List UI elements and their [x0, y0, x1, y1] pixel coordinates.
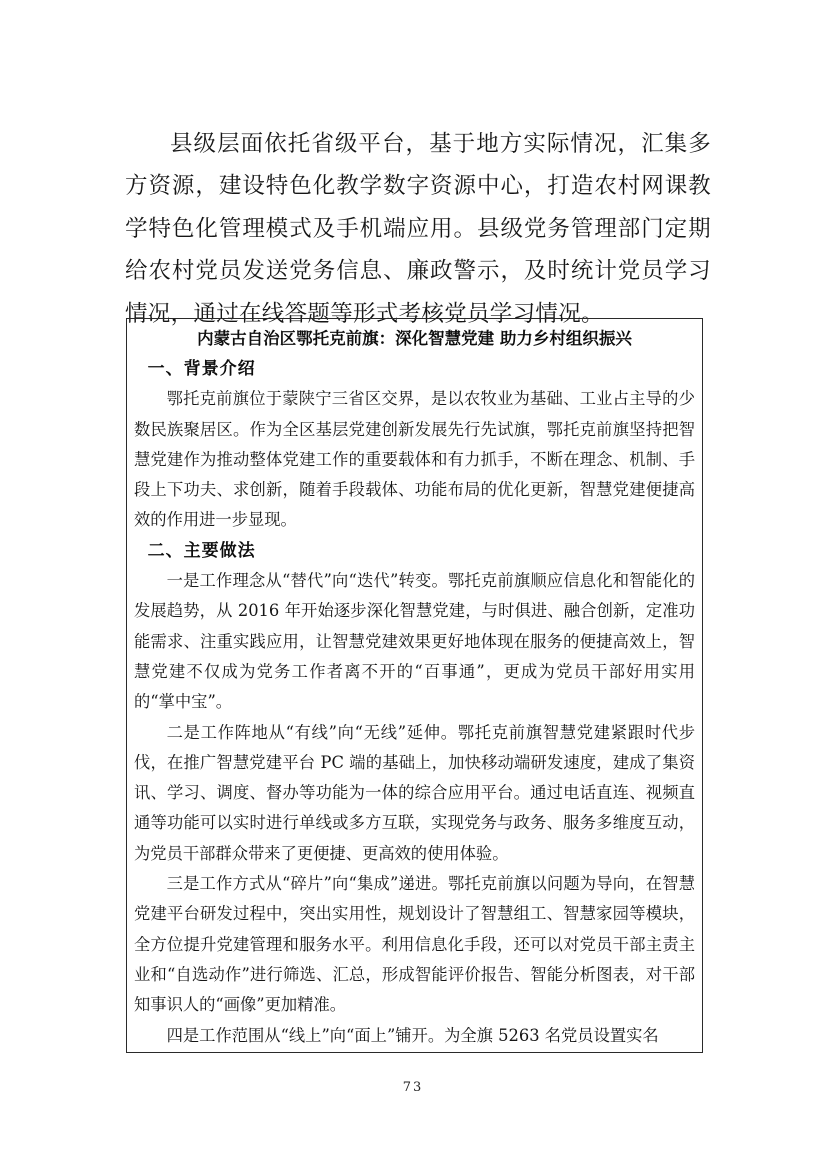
- method-paragraph-1: 一是工作理念从“替代”向“迭代”转变。鄂托克前旗顺应信息化和智能化的发展趋势，从 2016 年开始逐步深化智慧党建，与时俱进、融合创新，定准功能需求、注重实践应用，让智慧党建效果更好地体现在服务的便捷高效上，智慧党建不仅成为党务工作者离不开的“百事通”，更成为党员干部好用实用的“掌中宝”。: [134, 571, 695, 712]
- method-paragraph-3: 三是工作方式从“碎片”向“集成”递进。鄂托克前旗以问题为导向，在智慧党建平台研发过程中，突出实用性，规划设计了智慧组工、智慧家园等模块，全方位提升党建管理和服务水平。利用信息化手段，还可以对党员干部主责主业和“自选动作”进行筛选、汇总，形成智能评价报告、智能分析图表，对干部知事识人的“画像”更加精准。: [134, 874, 695, 1015]
- background-paragraph: 鄂托克前旗位于蒙陕宁三省区交界，是以农牧业为基础、工业占主导的少数民族聚居区。作为全区基层党建创新发展先行先试旗，鄂托克前旗坚持把智慧党建作为推动整体党建工作的重要载体和有力抓手，不断在理念、机制、手段上下功夫、求创新，随着手段载体、功能布局的优化更新，智慧党建便捷高效的作用进一步显现。: [134, 389, 695, 530]
- case-box-title: 内蒙古自治区鄂托克前旗：深化智慧党建 助力乡村组织振兴: [197, 329, 632, 348]
- page-number: 73: [402, 1080, 424, 1095]
- case-study-box: [126, 318, 703, 1053]
- intro-paragraph: 县级层面依托省级平台，基于地方实际情况，汇集多方资源，建设特色化教学数字资源中心，打造农村网课教学特色化管理模式及手机端应用。县级党务管理部门定期给农村党员发送党务信息、廉政警示，及时统计党员学习情况，通过在线答题等形式考核党员学习情况。: [125, 130, 711, 327]
- section-heading-background: 一、背景介绍: [147, 359, 256, 379]
- method-paragraph-4: 四是工作范围从“线上”向“面上”铺开。为全旗 5263 名党员设置实名: [166, 1025, 659, 1045]
- method-paragraph-2: 二是工作阵地从“有线”向“无线”延伸。鄂托克前旗智慧党建紧跟时代步伐，在推广智慧党建平台 PC 端的基础上，加快移动端研发速度，建成了集资讯、学习、调度、督办等功能为一体的综合应用平台。通过电话直连、视频直通等功能可以实时进行单线或多方互联，实现党务与政务、服务多维度互动，为党员干部群众带来了更便捷、更高效的使用体验。: [134, 722, 695, 863]
- section-heading-methods: 二、主要做法: [147, 540, 256, 561]
